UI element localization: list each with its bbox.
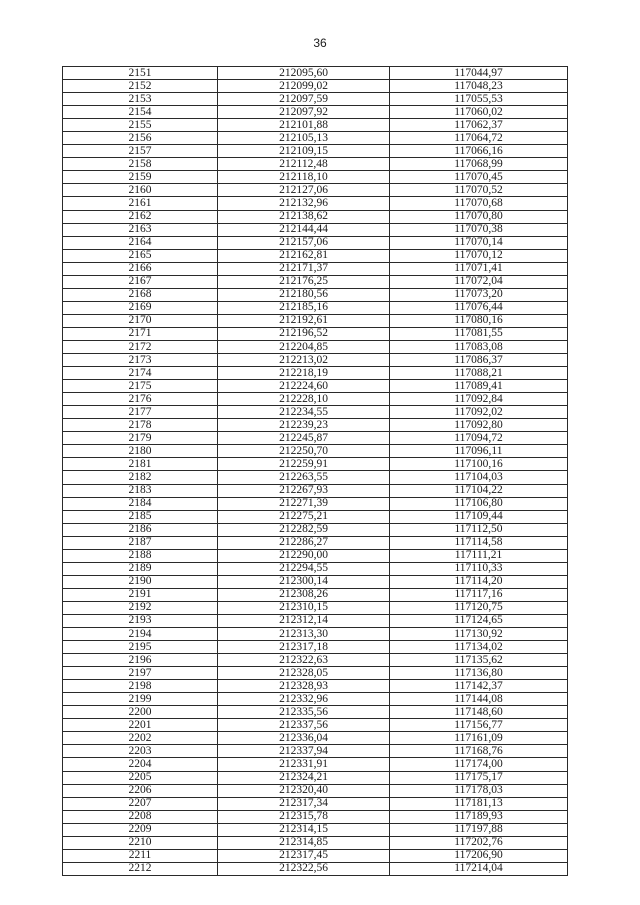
x-coordinate-cell: 212294,55 [218, 562, 390, 575]
x-coordinate-cell: 212192,61 [218, 314, 390, 327]
point-number-cell: 2164 [63, 236, 218, 249]
point-number-cell: 2152 [63, 80, 218, 93]
y-coordinate-cell: 117092,80 [390, 419, 568, 432]
table-row [63, 458, 568, 471]
x-coordinate-cell: 212315,78 [218, 810, 390, 823]
table-row [63, 445, 568, 458]
table-row [63, 562, 568, 575]
point-number-cell: 2201 [63, 719, 218, 732]
table-row [63, 432, 568, 445]
y-coordinate-cell: 117062,37 [390, 119, 568, 132]
x-coordinate-cell: 212300,14 [218, 575, 390, 588]
x-coordinate-cell: 212324,21 [218, 771, 390, 784]
x-coordinate-cell: 212308,26 [218, 588, 390, 601]
table-row [63, 706, 568, 719]
point-number-cell: 2165 [63, 249, 218, 262]
point-number-cell: 2174 [63, 367, 218, 380]
point-number-cell: 2172 [63, 340, 218, 353]
point-number-cell: 2206 [63, 784, 218, 797]
table-row [63, 588, 568, 601]
y-coordinate-cell: 117080,16 [390, 314, 568, 327]
table-row [63, 380, 568, 393]
table-row [63, 614, 568, 627]
point-number-cell: 2179 [63, 432, 218, 445]
x-coordinate-cell: 212171,37 [218, 262, 390, 275]
table-row [63, 67, 568, 80]
point-number-cell: 2160 [63, 184, 218, 197]
x-coordinate-cell: 212314,85 [218, 836, 390, 849]
y-coordinate-cell: 117072,04 [390, 275, 568, 288]
table-row [63, 575, 568, 588]
point-number-cell: 2169 [63, 301, 218, 314]
point-number-cell: 2209 [63, 823, 218, 836]
y-coordinate-cell: 117189,93 [390, 810, 568, 823]
table-row [63, 549, 568, 562]
y-coordinate-cell: 117114,20 [390, 575, 568, 588]
x-coordinate-cell: 212185,16 [218, 301, 390, 314]
y-coordinate-cell: 117111,21 [390, 549, 568, 562]
x-coordinate-cell: 212259,91 [218, 458, 390, 471]
x-coordinate-cell: 212097,92 [218, 106, 390, 119]
x-coordinate-cell: 212271,39 [218, 497, 390, 510]
y-coordinate-cell: 117055,53 [390, 93, 568, 106]
table-row [63, 145, 568, 158]
x-coordinate-cell: 212313,30 [218, 628, 390, 641]
x-coordinate-cell: 212180,56 [218, 288, 390, 301]
point-number-cell: 2162 [63, 210, 218, 223]
y-coordinate-cell: 117086,37 [390, 354, 568, 367]
point-number-cell: 2194 [63, 628, 218, 641]
x-coordinate-cell: 212239,23 [218, 419, 390, 432]
table-row [63, 275, 568, 288]
y-coordinate-cell: 117178,03 [390, 784, 568, 797]
point-number-cell: 2188 [63, 549, 218, 562]
table-row [63, 80, 568, 93]
point-number-cell: 2167 [63, 275, 218, 288]
table-row [63, 784, 568, 797]
table-row [63, 106, 568, 119]
y-coordinate-cell: 117206,90 [390, 849, 568, 862]
page-number: 36 [313, 36, 327, 50]
y-coordinate-cell: 117094,72 [390, 432, 568, 445]
y-coordinate-cell: 117135,62 [390, 654, 568, 667]
x-coordinate-cell: 212317,18 [218, 641, 390, 654]
point-number-cell: 2189 [63, 562, 218, 575]
y-coordinate-cell: 117120,75 [390, 601, 568, 614]
y-coordinate-cell: 117117,16 [390, 588, 568, 601]
coordinates-table [62, 66, 568, 876]
table-row [63, 132, 568, 145]
x-coordinate-cell: 212317,34 [218, 797, 390, 810]
y-coordinate-cell: 117148,60 [390, 706, 568, 719]
y-coordinate-cell: 117071,41 [390, 262, 568, 275]
point-number-cell: 2187 [63, 536, 218, 549]
point-number-cell: 2173 [63, 354, 218, 367]
y-coordinate-cell: 117070,52 [390, 184, 568, 197]
x-coordinate-cell: 212250,70 [218, 445, 390, 458]
table-row [63, 536, 568, 549]
point-number-cell: 2171 [63, 327, 218, 340]
table-row [63, 236, 568, 249]
point-number-cell: 2159 [63, 171, 218, 184]
table-row [63, 197, 568, 210]
x-coordinate-cell: 212196,52 [218, 327, 390, 340]
y-coordinate-cell: 117083,08 [390, 340, 568, 353]
point-number-cell: 2158 [63, 158, 218, 171]
y-coordinate-cell: 117109,44 [390, 510, 568, 523]
y-coordinate-cell: 117110,33 [390, 562, 568, 575]
point-number-cell: 2156 [63, 132, 218, 145]
y-coordinate-cell: 117089,41 [390, 380, 568, 393]
y-coordinate-cell: 117156,77 [390, 719, 568, 732]
y-coordinate-cell: 117106,80 [390, 497, 568, 510]
x-coordinate-cell: 212282,59 [218, 523, 390, 536]
point-number-cell: 2212 [63, 862, 218, 875]
point-number-cell: 2180 [63, 445, 218, 458]
table-row [63, 810, 568, 823]
table-row [63, 262, 568, 275]
point-number-cell: 2184 [63, 497, 218, 510]
table-row [63, 93, 568, 106]
x-coordinate-cell: 212132,96 [218, 197, 390, 210]
y-coordinate-cell: 117142,37 [390, 680, 568, 693]
x-coordinate-cell: 212335,56 [218, 706, 390, 719]
table-row [63, 393, 568, 406]
table-row [63, 288, 568, 301]
y-coordinate-cell: 117134,02 [390, 641, 568, 654]
y-coordinate-cell: 117100,16 [390, 458, 568, 471]
table-row [63, 354, 568, 367]
x-coordinate-cell: 212162,81 [218, 249, 390, 262]
point-number-cell: 2155 [63, 119, 218, 132]
table-row [63, 732, 568, 745]
point-number-cell: 2161 [63, 197, 218, 210]
table-row [63, 497, 568, 510]
table-row [63, 680, 568, 693]
y-coordinate-cell: 117104,22 [390, 484, 568, 497]
table-row [63, 327, 568, 340]
table-row [63, 249, 568, 262]
point-number-cell: 2208 [63, 810, 218, 823]
y-coordinate-cell: 117174,00 [390, 758, 568, 771]
point-number-cell: 2211 [63, 849, 218, 862]
y-coordinate-cell: 117068,99 [390, 158, 568, 171]
x-coordinate-cell: 212224,60 [218, 380, 390, 393]
table-row [63, 484, 568, 497]
x-coordinate-cell: 212263,55 [218, 471, 390, 484]
y-coordinate-cell: 117104,03 [390, 471, 568, 484]
x-coordinate-cell: 212322,56 [218, 862, 390, 875]
coordinates-table-body [63, 67, 568, 876]
y-coordinate-cell: 117070,45 [390, 171, 568, 184]
table-row [63, 510, 568, 523]
x-coordinate-cell: 212310,15 [218, 601, 390, 614]
table-row [63, 406, 568, 419]
y-coordinate-cell: 117112,50 [390, 523, 568, 536]
point-number-cell: 2163 [63, 223, 218, 236]
table-row [63, 419, 568, 432]
y-coordinate-cell: 117070,80 [390, 210, 568, 223]
x-coordinate-cell: 212322,63 [218, 654, 390, 667]
point-number-cell: 2207 [63, 797, 218, 810]
point-number-cell: 2195 [63, 641, 218, 654]
point-number-cell: 2199 [63, 693, 218, 706]
point-number-cell: 2205 [63, 771, 218, 784]
y-coordinate-cell: 117136,80 [390, 667, 568, 680]
y-coordinate-cell: 117048,23 [390, 80, 568, 93]
point-number-cell: 2178 [63, 419, 218, 432]
x-coordinate-cell: 212234,55 [218, 406, 390, 419]
y-coordinate-cell: 117092,02 [390, 406, 568, 419]
y-coordinate-cell: 117070,38 [390, 223, 568, 236]
point-number-cell: 2176 [63, 393, 218, 406]
point-number-cell: 2151 [63, 67, 218, 80]
x-coordinate-cell: 212105,13 [218, 132, 390, 145]
point-number-cell: 2192 [63, 601, 218, 614]
y-coordinate-cell: 117044,97 [390, 67, 568, 80]
point-number-cell: 2200 [63, 706, 218, 719]
table-row [63, 119, 568, 132]
x-coordinate-cell: 212228,10 [218, 393, 390, 406]
x-coordinate-cell: 212157,06 [218, 236, 390, 249]
point-number-cell: 2190 [63, 575, 218, 588]
y-coordinate-cell: 117114,58 [390, 536, 568, 549]
y-coordinate-cell: 117175,17 [390, 771, 568, 784]
x-coordinate-cell: 212320,40 [218, 784, 390, 797]
y-coordinate-cell: 117124,65 [390, 614, 568, 627]
table-row [63, 171, 568, 184]
table-row [63, 771, 568, 784]
table-row [63, 523, 568, 536]
point-number-cell: 2153 [63, 93, 218, 106]
x-coordinate-cell: 212138,62 [218, 210, 390, 223]
y-coordinate-cell: 117060,02 [390, 106, 568, 119]
table-row [63, 314, 568, 327]
table-row [63, 184, 568, 197]
point-number-cell: 2166 [63, 262, 218, 275]
point-number-cell: 2203 [63, 745, 218, 758]
table-row [63, 758, 568, 771]
point-number-cell: 2182 [63, 471, 218, 484]
point-number-cell: 2191 [63, 588, 218, 601]
point-number-cell: 2202 [63, 732, 218, 745]
point-number-cell: 2154 [63, 106, 218, 119]
y-coordinate-cell: 117066,16 [390, 145, 568, 158]
x-coordinate-cell: 212112,48 [218, 158, 390, 171]
x-coordinate-cell: 212127,06 [218, 184, 390, 197]
x-coordinate-cell: 212317,45 [218, 849, 390, 862]
y-coordinate-cell: 117092,84 [390, 393, 568, 406]
y-coordinate-cell: 117202,76 [390, 836, 568, 849]
y-coordinate-cell: 117070,68 [390, 197, 568, 210]
x-coordinate-cell: 212290,00 [218, 549, 390, 562]
table-row [63, 628, 568, 641]
y-coordinate-cell: 117076,44 [390, 301, 568, 314]
y-coordinate-cell: 117096,11 [390, 445, 568, 458]
x-coordinate-cell: 212245,87 [218, 432, 390, 445]
x-coordinate-cell: 212267,93 [218, 484, 390, 497]
y-coordinate-cell: 117161,09 [390, 732, 568, 745]
table-row [63, 654, 568, 667]
table-row [63, 641, 568, 654]
y-coordinate-cell: 117130,92 [390, 628, 568, 641]
point-number-cell: 2186 [63, 523, 218, 536]
table-row [63, 340, 568, 353]
x-coordinate-cell: 212097,59 [218, 93, 390, 106]
table-row [63, 849, 568, 862]
y-coordinate-cell: 117073,20 [390, 288, 568, 301]
y-coordinate-cell: 117064,72 [390, 132, 568, 145]
x-coordinate-cell: 212337,56 [218, 719, 390, 732]
point-number-cell: 2193 [63, 614, 218, 627]
x-coordinate-cell: 212337,94 [218, 745, 390, 758]
x-coordinate-cell: 212095,60 [218, 67, 390, 80]
point-number-cell: 2157 [63, 145, 218, 158]
y-coordinate-cell: 117144,08 [390, 693, 568, 706]
x-coordinate-cell: 212176,25 [218, 275, 390, 288]
y-coordinate-cell: 117181,13 [390, 797, 568, 810]
x-coordinate-cell: 212218,19 [218, 367, 390, 380]
table-row [63, 823, 568, 836]
y-coordinate-cell: 117197,88 [390, 823, 568, 836]
x-coordinate-cell: 212336,04 [218, 732, 390, 745]
table-row [63, 667, 568, 680]
x-coordinate-cell: 212328,93 [218, 680, 390, 693]
table-row [63, 836, 568, 849]
point-number-cell: 2198 [63, 680, 218, 693]
table-row [63, 719, 568, 732]
y-coordinate-cell: 117081,55 [390, 327, 568, 340]
x-coordinate-cell: 212312,14 [218, 614, 390, 627]
point-number-cell: 2197 [63, 667, 218, 680]
table-row [63, 471, 568, 484]
point-number-cell: 2175 [63, 380, 218, 393]
table-row [63, 223, 568, 236]
point-number-cell: 2181 [63, 458, 218, 471]
point-number-cell: 2170 [63, 314, 218, 327]
y-coordinate-cell: 117214,04 [390, 862, 568, 875]
x-coordinate-cell: 212286,27 [218, 536, 390, 549]
x-coordinate-cell: 212144,44 [218, 223, 390, 236]
x-coordinate-cell: 212275,21 [218, 510, 390, 523]
point-number-cell: 2183 [63, 484, 218, 497]
table-row [63, 158, 568, 171]
x-coordinate-cell: 212213,02 [218, 354, 390, 367]
point-number-cell: 2177 [63, 406, 218, 419]
table-row [63, 301, 568, 314]
point-number-cell: 2196 [63, 654, 218, 667]
x-coordinate-cell: 212101,88 [218, 119, 390, 132]
y-coordinate-cell: 117070,12 [390, 249, 568, 262]
x-coordinate-cell: 212204,85 [218, 340, 390, 353]
x-coordinate-cell: 212331,91 [218, 758, 390, 771]
point-number-cell: 2210 [63, 836, 218, 849]
x-coordinate-cell: 212118,10 [218, 171, 390, 184]
table-row [63, 210, 568, 223]
table-row [63, 693, 568, 706]
table-row [63, 367, 568, 380]
y-coordinate-cell: 117168,76 [390, 745, 568, 758]
x-coordinate-cell: 212314,15 [218, 823, 390, 836]
x-coordinate-cell: 212332,96 [218, 693, 390, 706]
y-coordinate-cell: 117070,14 [390, 236, 568, 249]
point-number-cell: 2204 [63, 758, 218, 771]
table-row [63, 797, 568, 810]
x-coordinate-cell: 212328,05 [218, 667, 390, 680]
x-coordinate-cell: 212109,15 [218, 145, 390, 158]
table-row [63, 862, 568, 875]
table-row [63, 601, 568, 614]
y-coordinate-cell: 117088,21 [390, 367, 568, 380]
point-number-cell: 2168 [63, 288, 218, 301]
x-coordinate-cell: 212099,02 [218, 80, 390, 93]
table-row [63, 745, 568, 758]
point-number-cell: 2185 [63, 510, 218, 523]
